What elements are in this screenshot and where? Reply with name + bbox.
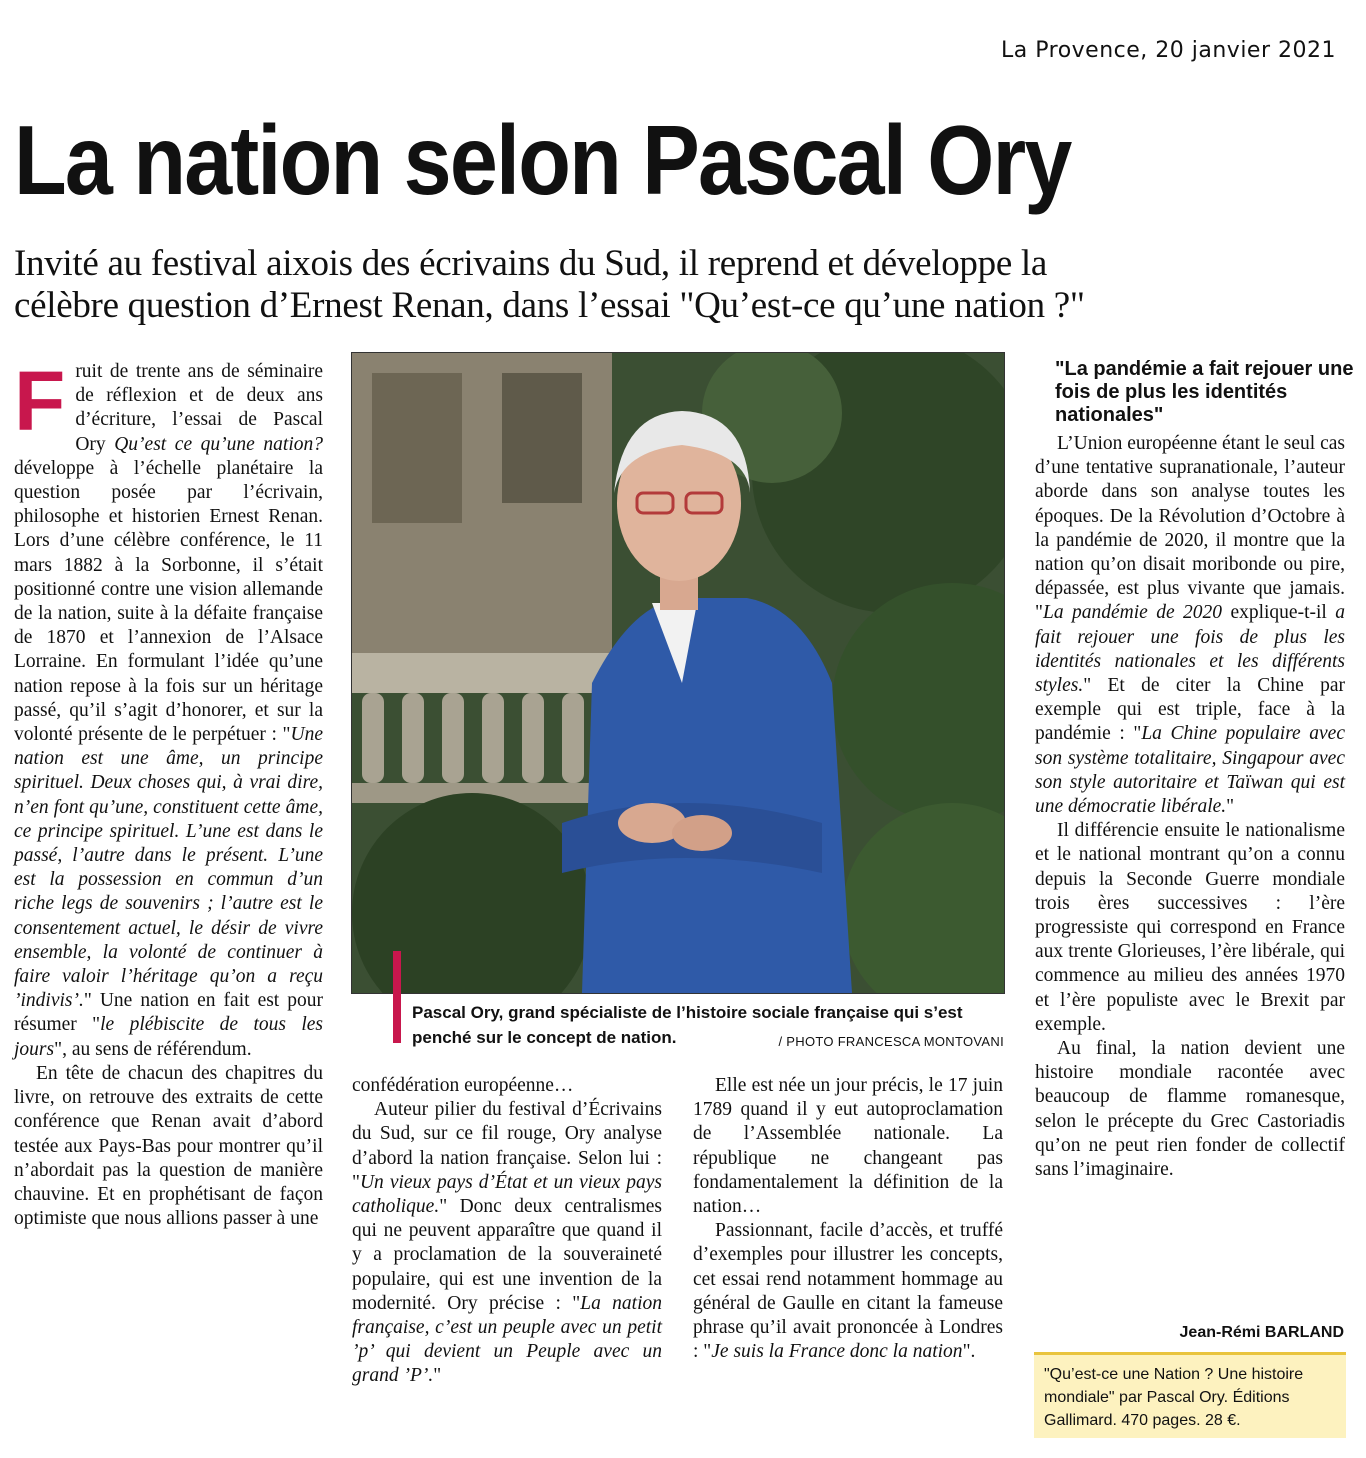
article-photo [351, 352, 1005, 994]
paragraph [352, 1098, 662, 1388]
quote: Je suis la France donc la nation [711, 1341, 963, 1363]
publication-source: La Provence, 20 janvier 2021 [1001, 38, 1336, 63]
text: développe à l’échelle planétaire la question posée par l’écrivain, philosophe et historien Ernest Renan. Lors d’une célèbre conférence, le 11 mars 1882 à la Sorbonne, il s’était positionné contre une vision allemande de la nation, suite à la défaite française de 1870 et l’annexion de l’Alsace Lorraine. En formulant l’idée qu’une nation repose à la fois sur un héritage passé, qu’il s’agit d’honorer, et sur la volonté présente de le perpétuer : " [14, 457, 323, 746]
article-column-1 [14, 354, 323, 1231]
photo-caption [412, 1000, 1004, 1054]
article-column-3 [693, 1074, 1003, 1364]
paragraph: confédération européenne… [352, 1075, 574, 1096]
text: " Donc deux centralismes qui ne peuvent apparaître que quand il y a proclamation de la souveraineté populaire, qui est une invention de la modernité. Ory précise : " [352, 1196, 662, 1314]
deck [14, 243, 1354, 327]
text: " Une nation en fait est pour résumer " [14, 990, 323, 1036]
paragraph [1035, 432, 1345, 819]
deck-line-2: célèbre question d’Ernest Renan, dans l’essai "Qu’est-ce qu’une nation ?" [14, 285, 1085, 326]
quote: La nation française, c’est un peuple avec un petit ’p’ qui devient un Peuple avec un grand ’P’. [352, 1292, 662, 1387]
article-column-2 [352, 1074, 662, 1389]
text: L’Union européenne étant le seul cas d’une tentative supranationale, l’auteur aborde dans son analyse toutes les époques. De la Révolution d’Octobre à la pandémie de 2020, il montre que la nation qu’on disait moribonde ou pire, dépassée, est plus vivante que jamais. " [1035, 433, 1345, 624]
article-column-4 [1035, 432, 1345, 1182]
text: ". [962, 1341, 976, 1363]
paragraph [693, 1219, 1003, 1364]
book-info-box: "Qu’est-ce une Nation ? Une histoire mondiale" par Pascal Ory. Éditions Gallimard. 470 pages. 28 €. [1034, 1352, 1346, 1438]
text: Passionnant, facile d’accès, et truffé d’exemples pour illustrer les concepts, cet essai rend notamment hommage au général de Gaulle en citant la fameuse phrase qu’il avait prononcée à Londres : " [693, 1220, 1003, 1363]
section-subhead: "La pandémie a fait rejouer une fois de plus les identités nationales" [1055, 358, 1354, 426]
quote: le plébiscite de tous les jours [14, 1014, 323, 1060]
text: ", au sens de référendum. [54, 1038, 252, 1060]
quote: a fait rejouer une fois de plus les identités nationales et les différents styles. [1035, 602, 1345, 697]
paragraph: Au final, la nation devient une histoire mondiale racontée avec beaucoup de flamme romanesque, selon le précepte du Grec Castoriadis qu’on ne peut rien fonder de collectif sans l’imaginaire. [1035, 1038, 1345, 1181]
text: explique-t-il [1222, 602, 1336, 624]
caption-accent-bar [393, 951, 401, 1043]
paragraph: En tête de chacun des chapitres du livre, on retrouve des extraits de cette conférence que Renan avait d’abord testée aux Pays-Bas pour montrer qu’il n’abordait pas la question de manière chauvine. Et en prophétisant de façon optimiste que nous allions passer à une [14, 1062, 323, 1230]
author-byline: Jean-Rémi BARLAND [1179, 1324, 1344, 1341]
headline: La nation selon Pascal Ory [14, 105, 1071, 215]
quote: Un vieux pays d’État et un vieux pays catholique. [352, 1171, 662, 1218]
portrait-illustration [352, 353, 1004, 993]
text: " [433, 1365, 442, 1387]
quote: La pandémie de 2020 [1042, 602, 1223, 624]
quote: La Chine populaire avec son système totalitaire, Singapour avec son style autoritaire et Taïwan qui est une démocratie libérale. [1035, 723, 1345, 818]
caption-text: Pascal Ory, grand spécialiste de l’histoire sociale française qui s’est penché sur le concept de nation. [412, 1003, 963, 1047]
text: " Et de citer la Chine par exemple qui est triple, face à la pandémie : " [1035, 675, 1345, 745]
text: " [1226, 796, 1235, 818]
photo-credit: / PHOTO FRANCESCA MONTOVANI [778, 1034, 1004, 1049]
paragraph [14, 354, 323, 1062]
dropcap: F [14, 354, 66, 448]
book-title: Qu’est ce qu’une nation? [114, 433, 323, 455]
text: ruit de trente ans de séminaire de réflexion et de deux ans d’écriture, l’essai de Pascal Ory [75, 361, 323, 455]
text: Auteur pilier du festival d’Écrivains du Sud, sur ce fil rouge, Ory analyse d’abord la nation française. Selon lui : " [352, 1099, 662, 1193]
paragraph: Elle est née un jour précis, le 17 juin 1789 quand il y eut autoproclamation de l’Assemblée nationale. La république ne changeant pas fondamentalement la définition de la nation… [693, 1075, 1003, 1218]
deck-line-1: Invité au festival aixois des écrivains du Sud, il reprend et développe la [14, 243, 1048, 284]
quote: Une nation est une âme, un principe spirituel. Deux choses qui, à vrai dire, n’en font qu’une, constituent cette âme, ce principe spirituel. L’une est dans le passé, l’autre dans le présent. L’une est la possession en commun d’un riche legs de souvenirs ; l’autre est le consentement actuel, le désir de vivre ensemble, la volonté de continuer à faire valoir l’héritage qu’on a reçu ’indivis’. [14, 724, 323, 1012]
paragraph: Il différencie ensuite le nationalisme et le national montrant qu’on a connu depuis la Seconde Guerre mondiale trois ères successives : l’ère progressiste qui correspond en France aux trente Glorieuses, l’ère libérale, qui commence au milieu des années 1970 et l’ère populiste avec le Brexit par exemple. [1035, 820, 1345, 1035]
